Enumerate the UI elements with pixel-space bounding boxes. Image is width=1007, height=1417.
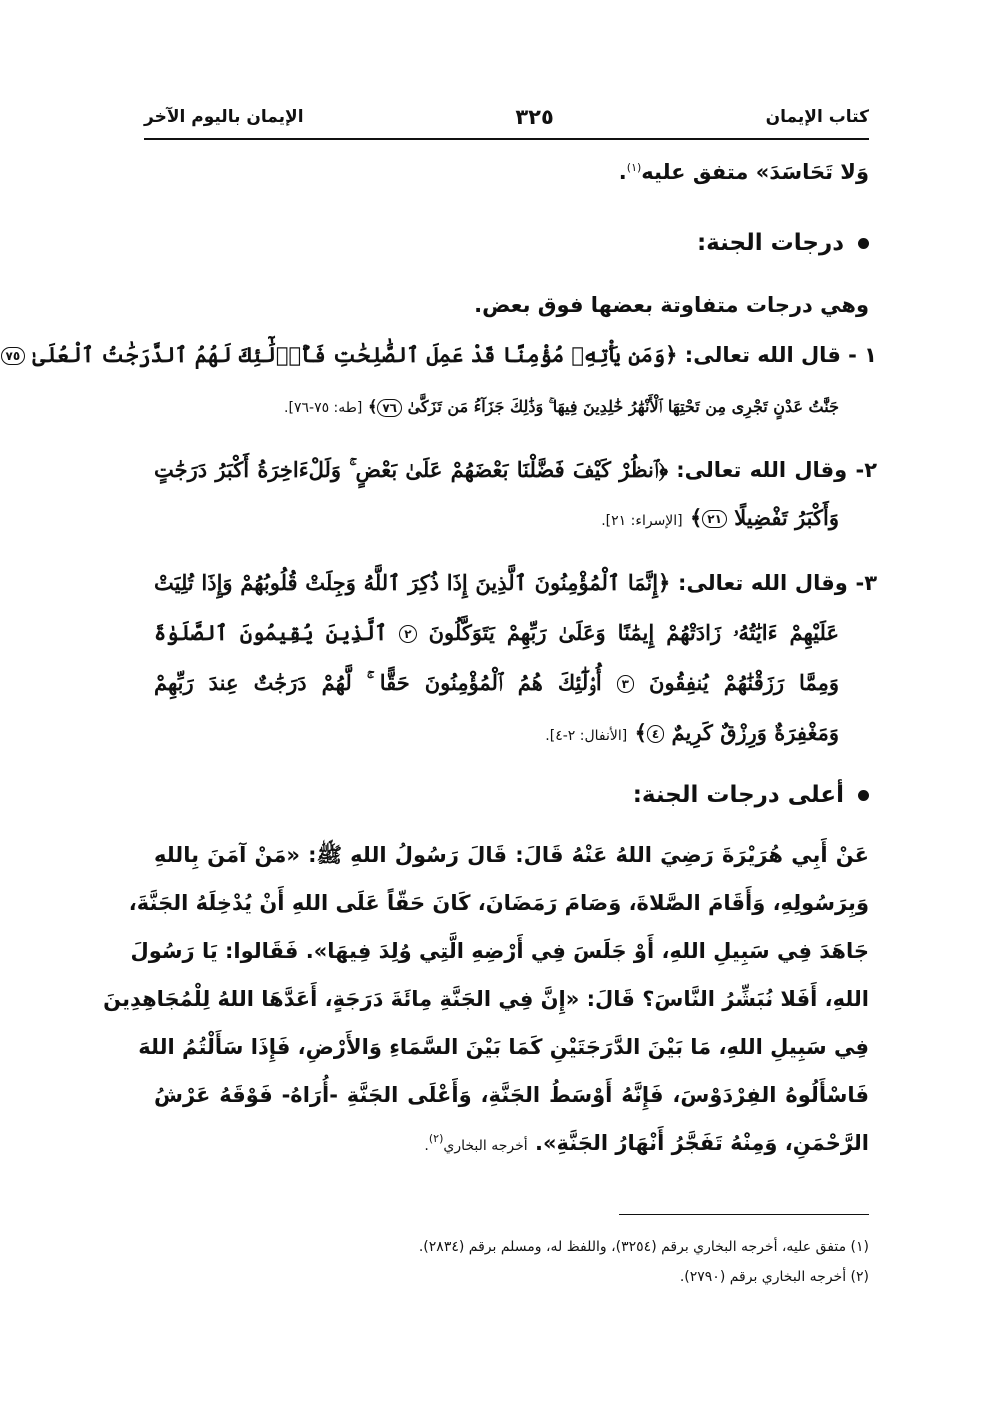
- verse-number-marker: ٤: [647, 725, 664, 743]
- verse-number-marker: ٢١: [702, 510, 727, 528]
- hadith-line: وَبِرَسُولِهِ، وَأَقَامَ الصَّلاةَ، وَصَامَ رَمَضَانَ، كَانَ حَقّاً عَلَى اللهِ أَنْ يُدْخِلَهُ الجَنَّةَ،: [128, 891, 869, 915]
- hadith-line: عَنْ أَبِي هُرَيْرَةَ رَضِيَ اللهُ عَنْهُ قَالَ: قَالَ رَسُولُ اللهِ ﷺ: «مَنْ آمَنَ بِاللهِ: [154, 843, 869, 867]
- verse-block-3-line-1: ٣- وقال الله تعالى: ﴿إِنَّمَا ٱلْمُؤْمِنُونَ ٱلَّذِينَ إِذَا ذُكِرَ ٱللَّهُ وَجِلَتْ قُلُوبُهُمْ وَإِذَا تُلِيَتْ: [154, 570, 878, 595]
- verse-reference: [الإسراء: ٢١].: [601, 513, 683, 529]
- verse-block-2-line-2: وَأَكْبَرُ تَفْضِيلًا ٢١﴾ [الإسراء: ٢١].: [601, 505, 839, 530]
- verse-block-3-line-2: عَلَيْهِمْ ءَايَٰتُهُۥ زَادَتْهُمْ إِيمَٰنًا وَعَلَىٰ رَبِّهِمْ يَتَوَكَّلُونَ ٢ ٱلَّذِينَ يُقِيمُونَ ٱلصَّلَوٰةَ: [154, 620, 839, 645]
- section-heading-jannah-levels: درجات الجنة:: [697, 230, 869, 256]
- footnote-ref: (٢): [428, 1132, 444, 1145]
- verse-number-marker: ٧٥: [1, 347, 26, 365]
- verse-reference: [الأنفال: ٢-٤].: [545, 728, 628, 744]
- verse-number-marker: ٢: [399, 625, 416, 643]
- page-number: ٣٢٥: [515, 105, 554, 129]
- header-chapter-title: كتاب الإيمان: [765, 107, 869, 127]
- verse-number-marker: ٧٦: [377, 399, 402, 417]
- hadith-source: أخرجه البخاري: [443, 1138, 528, 1154]
- verse-block-3-line-3: وَمِمَّا رَزَقْنَٰهُمْ يُنفِقُونَ ٣ أُو۟لَٰٓئِكَ هُمُ ٱلْمُؤْمِنُونَ حَقًّا ۚ لَّهُمْ دَرَجَٰتٌ عِندَ رَبِّهِمْ: [154, 670, 839, 695]
- verse-number-marker: ٣: [617, 675, 634, 693]
- hadith-last-line: الرَّحْمَنِ، وَمِنْهُ تَفَجَّرُ أَنْهَارُ الجَنَّةِ». أخرجه البخاري$^{(٢)}$.: [424, 1131, 869, 1155]
- text-line: وَلا تَحَاسَدَ» متفق عليه$^{(١)}$.: [618, 160, 869, 184]
- verse-block-1-line-2: جَنَّٰتُ عَدْنٍ تَجْرِى مِن تَحْتِهَا ٱلْأَنْهَٰرُ خَٰلِدِينَ فِيهَا ۚ وَذَٰلِكَ جَزَآءُ مَن تَزَكَّىٰ ٧٦﴾ [طه: ٧٥-٧٦].: [284, 397, 839, 416]
- verse-block-3-line-4: وَمَغْفِرَةٌ وَرِزْقٌ كَرِيمٌ ٤﴾ [الأنفال: ٢-٤].: [545, 720, 839, 745]
- intro-line: وهي درجات متفاوتة بعضها فوق بعض.: [474, 293, 869, 317]
- section-heading-highest-levels: أعلى درجات الجنة:: [633, 782, 869, 808]
- footnote-2: (٢) أخرجه البخاري برقم (٢٧٩٠).: [679, 1269, 869, 1285]
- hadith-line: فَاسْأَلُوهُ الفِرْدَوْسَ، فَإِنَّهُ أَوْسَطُ الجَنَّةِ، وَأَعْلَى الجَنَّةِ -أُرَاهُ- فَوْقَهُ عَرْشُ: [154, 1083, 869, 1107]
- header-rule: [144, 138, 869, 140]
- footnote-ref: (١): [626, 161, 642, 174]
- verse-block-1-line-1: ١ - قال الله تعالى: ﴿وَمَن يَأْتِهِۦ مُؤْمِنًا قَدْ عَمِلَ ٱلصَّٰلِحَٰتِ فَأُو۟لَٰٓئِكَ لَهُمُ ٱلدَّرَجَٰتُ ٱلْعُلَىٰ ٧٥: [154, 342, 877, 368]
- book-page: [4, 0, 1007, 1417]
- verse-reference: [طه: ٧٥-٧٦].: [284, 400, 363, 416]
- running-header: [144, 100, 869, 134]
- bullet-icon: [858, 790, 869, 801]
- hadith-line: اللهِ، أَفَلا نُبَشِّرُ النَّاسَ؟ قَالَ: «إِنَّ فِي الجَنَّةِ مِائَةَ دَرَجَةٍ، أَعَدَّهَا اللهُ لِلْمُجَاهِدِينَ: [103, 987, 869, 1011]
- bullet-icon: [858, 238, 869, 249]
- footnote-1: (١) متفق عليه، أخرجه البخاري برقم (٣٢٥٤)، واللفظ له، ومسلم برقم (٢٨٣٤).: [418, 1239, 869, 1255]
- hadith-line: فِي سَبِيلِ اللهِ، مَا بَيْنَ الدَّرَجَتَيْنِ كَمَا بَيْنَ السَّمَاءِ وَالأَرْضِ، فَإِذَا سَأَلْتُمُ اللهَ: [138, 1035, 869, 1059]
- header-section-title: الإيمان باليوم الآخر: [144, 107, 304, 127]
- footnote-rule: [619, 1214, 869, 1215]
- hadith-line: جَاهَدَ فِي سَبِيلِ اللهِ، أَوْ جَلَسَ فِي أَرْضِهِ الَّتِي وُلِدَ فِيهَا». فَقَالوا: يَا رَسُولَ: [130, 939, 869, 963]
- footnotes: [154, 1232, 869, 1292]
- verse-block-2-line-1: ٢- وقال الله تعالى: ﴿ٱنظُرْ كَيْفَ فَضَّلْنَا بَعْضَهُمْ عَلَىٰ بَعْضٍ ۚ وَلَلْءَاخِرَةُ أَكْبَرُ دَرَجَٰتٍ: [154, 457, 878, 482]
